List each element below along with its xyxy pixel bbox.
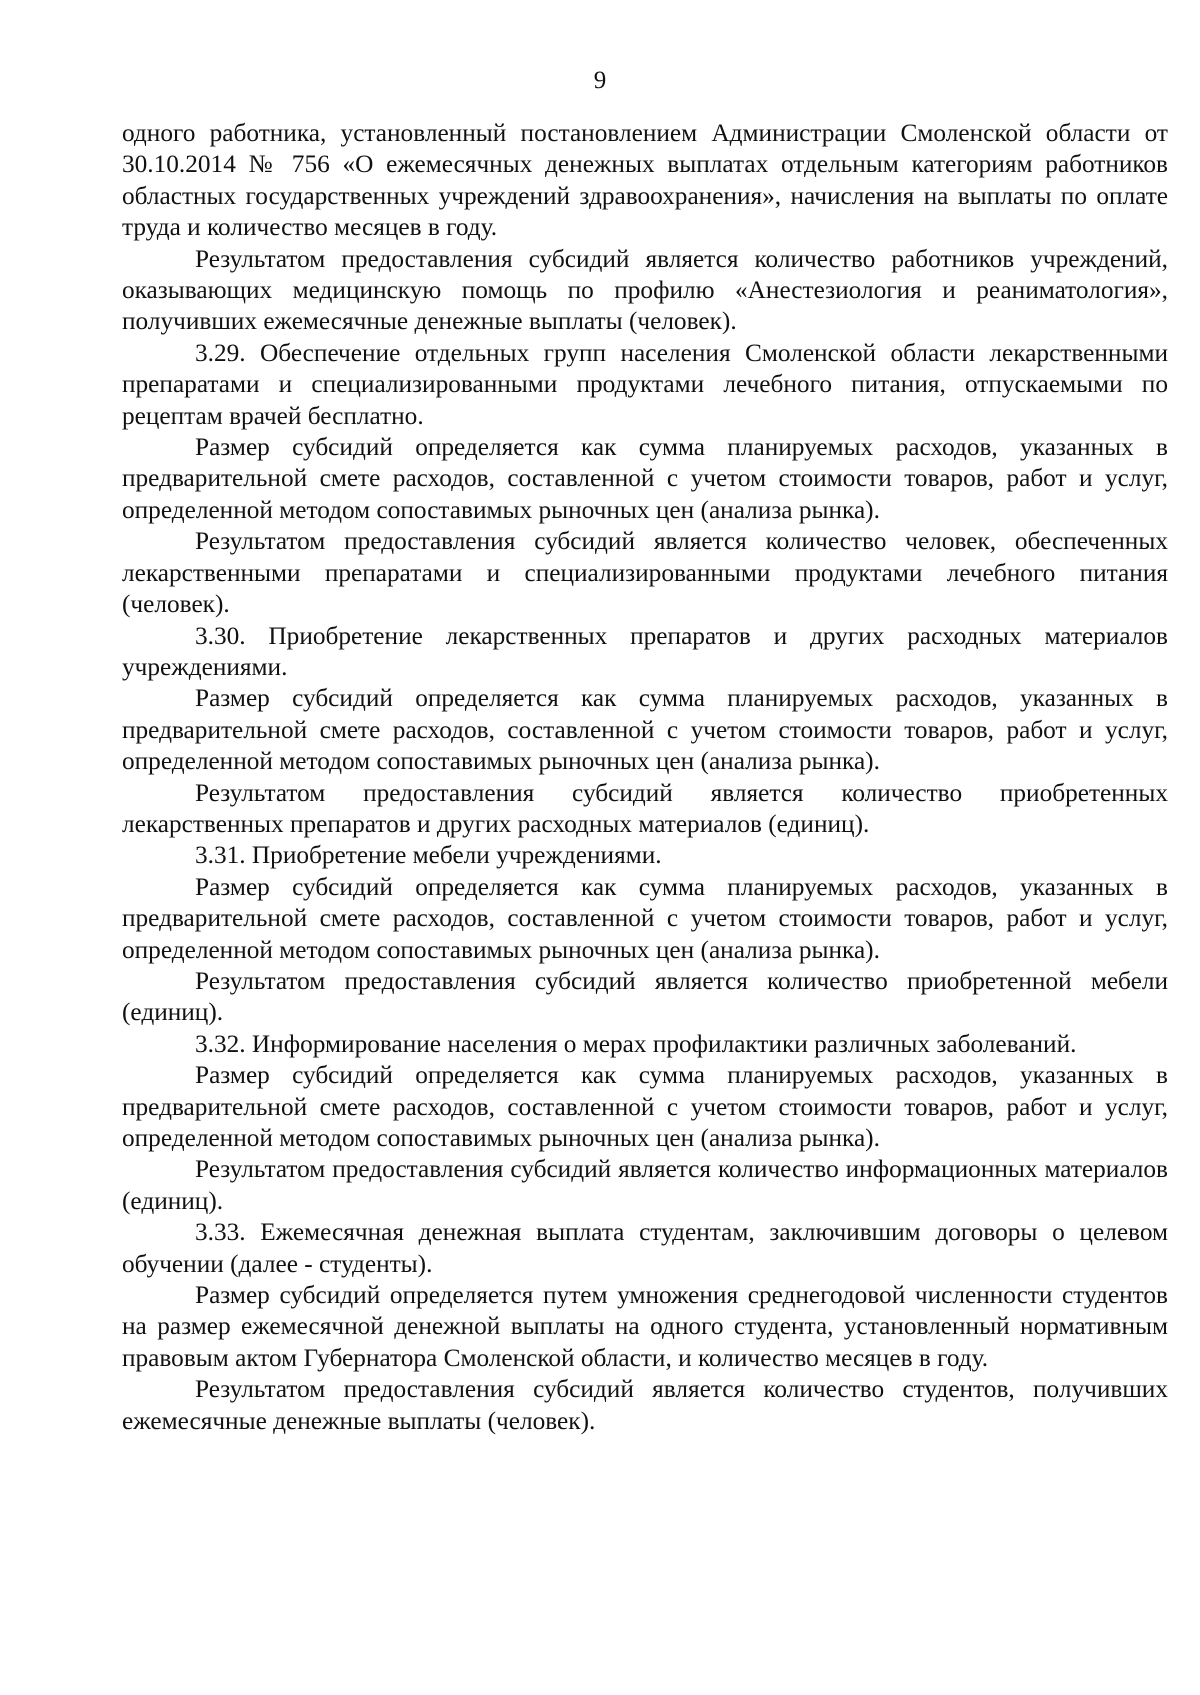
paragraph: Размер субсидий определяется как сумма планируемых расходов, указанных в предварительной смете расходов, составленной с учетом стоимости товаров, работ и услуг, определенной методом сопоставимых рыночных цен (анализа рынка). bbox=[122, 872, 1168, 964]
paragraph: Размер субсидий определяется как сумма планируемых расходов, указанных в предварительной смете расходов, составленной с учетом стоимости товаров, работ и услуг, определенной методом сопоставимых рыночных цен (анализа рынка). bbox=[122, 433, 1168, 524]
paragraph: Результатом предоставления субсидий является количество приобретенной мебели (единиц). bbox=[122, 966, 1168, 1027]
section-heading: 3.29. Обеспечение отдельных групп населения Смоленской области лекарственными препаратами и специализированными продуктами лечебного питания, отпускаемыми по рецептам врачей бесплатно. bbox=[122, 338, 1168, 430]
paragraph: Размер субсидий определяется путем умножения среднегодовой численности студентов на размер ежемесячной денежной выплаты на одного студента, установленный нормативным правовым актом Губернатора Смоленской области, и количество месяцев в году. bbox=[122, 1281, 1168, 1372]
section-heading: 3.33. Ежемесячная денежная выплата студентам, заключившим договоры о целевом обучении (далее - студенты). bbox=[122, 1218, 1168, 1278]
paragraph: Результатом предоставления субсидий является количество информационных материалов (единиц). bbox=[122, 1155, 1168, 1215]
page-number: 9 bbox=[593, 67, 607, 94]
section-heading: 3.32. Информирование населения о мерах профилактики различных заболеваний. bbox=[195, 1029, 1077, 1058]
section-heading: 3.31. Приобретение мебели учреждениями. bbox=[195, 841, 662, 870]
paragraph: Результатом предоставления субсидий является количество работников учреждений, оказывающих медицинскую помощь по профилю «Анестезиология и реаниматология», получивших ежемесячные денежные выплаты (человек). bbox=[122, 244, 1168, 336]
paragraph: Результатом предоставления субсидий является количество приобретенных лекарственных препаратов и других расходных материалов (единиц). bbox=[122, 778, 1168, 838]
paragraph: Размер субсидий определяется как сумма планируемых расходов, указанных в предварительной смете расходов, составленной с учетом стоимости товаров, работ и услуг, определенной методом сопоставимых рыночных цен (анализа рынка). bbox=[122, 1061, 1168, 1152]
paragraph: Результатом предоставления субсидий является количество человек, обеспеченных лекарственными препаратами и специализированными продуктами лечебного питания (человек). bbox=[122, 527, 1168, 619]
paragraph: Результатом предоставления субсидий является количество студентов, получивших ежемесячные денежные выплаты (человек). bbox=[122, 1375, 1168, 1435]
paragraph: одного работника, установленный постановлением Администрации Смоленской области от 30.10.2014 № 756 «О ежемесячных денежных выплатах отдельным категориям работников областных государственных учреждений здравоохранения», начисления на выплаты по оплате труда и количество месяцев в году. bbox=[122, 119, 1168, 242]
paragraph: Размер субсидий определяется как сумма планируемых расходов, указанных в предварительной смете расходов, составленной с учетом стоимости товаров, работ и услуг, определенной методом сопоставимых рыночных цен (анализа рынка). bbox=[122, 684, 1168, 776]
document-body bbox=[122, 118, 1168, 1437]
section-heading: 3.30. Приобретение лекарственных препаратов и других расходных материалов учреждениями. bbox=[122, 621, 1168, 681]
